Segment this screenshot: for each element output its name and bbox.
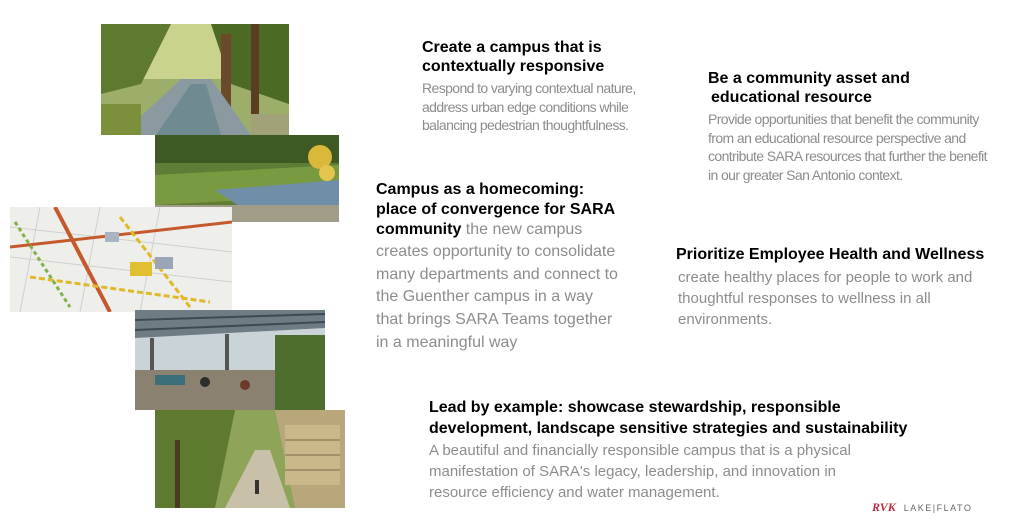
wellness-body-line1: create healthy places for people to work and [678,268,973,286]
site-plan-map [10,207,232,312]
river-walk-photo [101,24,289,135]
homecoming-body-line4: the Guenther campus in a way [376,288,594,306]
wellness-body-line3: environments. [678,311,773,329]
homecoming-body-line6: in a meaningful way [376,333,518,351]
rvk-logo: RVK [872,500,896,514]
wellness-body [676,267,1021,331]
lead-heading [429,398,989,440]
contextual-body-line2: address urban edge conditions while [422,98,629,115]
wellness-section [676,246,1021,330]
community-heading [708,70,1018,107]
lead-body-line2: manifestation of SARA's legacy, leadership, and innovation in [429,462,836,480]
contextual-heading [422,39,682,76]
homecoming-heading-line2: place of convergence for SARA [376,201,616,218]
contextual-body-line3: balancing pedestrian thoughtfulness. [422,117,629,134]
homecoming-body-line3: many departments and connect to [376,265,618,283]
lead-body [429,440,989,504]
homecoming-body-line5: that brings SARA Teams together [376,310,613,328]
lead-heading-line2: development, landscape sensitive strategies and sustainability [429,419,908,437]
community-body-line4: in our greater San Antonio context. [708,166,903,183]
contextual-body-line1: Respond to varying contextual nature, [422,80,636,97]
community-heading-line1: Be a community asset and [708,70,910,87]
homecoming-body-line2: creates opportunity to consolidate [376,242,616,260]
community-body-line2: from an educational resource perspective and [708,129,966,146]
contextual-body [422,79,682,135]
homecoming-body-inline: the new campus [461,221,583,238]
walkway-photo [155,410,345,508]
wellness-body-line2: thoughtful responses to wellness in all [678,289,931,307]
courtyard-photo [135,310,325,410]
community-body-line1: Provide opportunities that benefit the community [708,111,979,128]
community-body [708,110,1018,184]
contextual-heading-line2: contextually responsive [422,57,605,75]
wellness-heading: Prioritize Employee Health and Wellness [676,246,985,263]
lead-section [429,398,989,503]
lead-heading-line1: Lead by example: showcase stewardship, responsible [429,399,841,416]
community-section [708,70,1018,185]
contextual-section [422,39,682,135]
lead-body-line1: A beautiful and financially responsible campus that is a physical [429,441,851,459]
homecoming-heading-line1: Campus as a homecoming: [376,181,585,198]
community-heading-line2: educational resource [711,88,872,106]
community-body-line3: contribute SARA resources that further the benefit [708,148,987,165]
homecoming-heading-inline: community [376,221,462,238]
lakeflato-logo: LAKE|FLATO [903,503,973,513]
homecoming-mixed-line [376,220,666,241]
homecoming-section [376,180,666,354]
lead-body-line3: resource efficiency and water management. [429,484,720,502]
contextual-heading-line1: Create a campus that is [422,39,602,56]
firm-logos [872,500,1012,518]
